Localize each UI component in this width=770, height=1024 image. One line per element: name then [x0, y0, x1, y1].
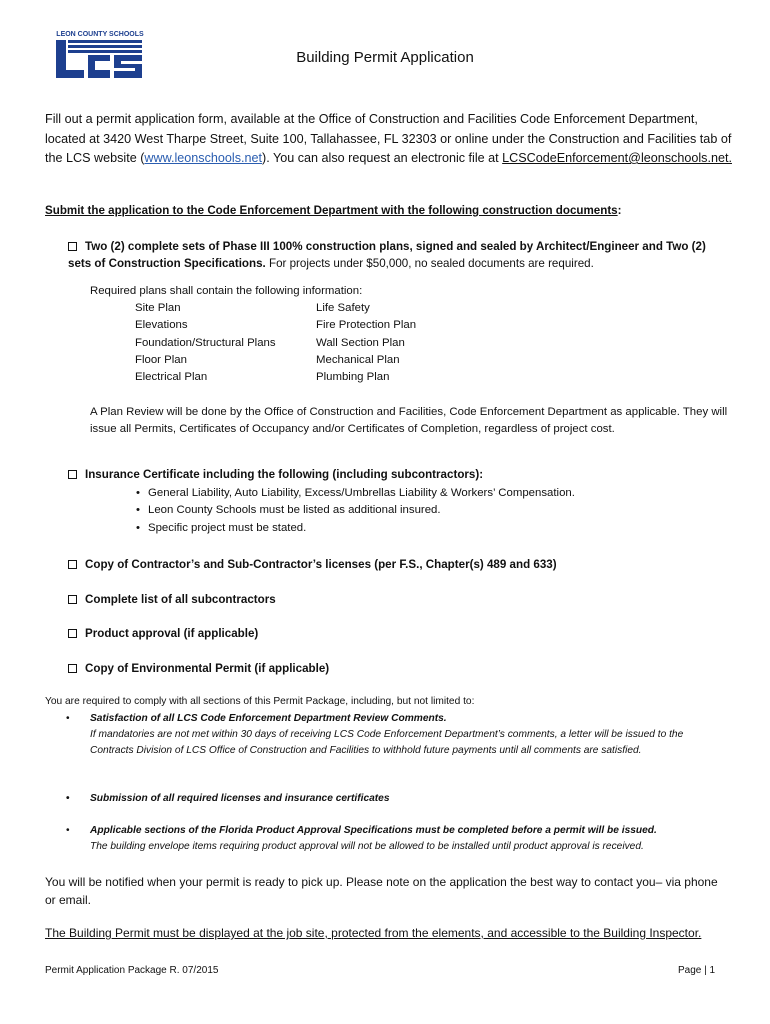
required-plans-list — [90, 300, 490, 390]
intro-text-2: ). You can also request an electronic file at — [262, 151, 503, 165]
required-plans-intro: Required plans shall contain the following information: — [90, 285, 363, 297]
checklist-item-product-approval: Product approval (if applicable) — [68, 625, 258, 642]
list-item: • Leon County Schools must be listed as additional insured. — [136, 502, 696, 519]
comply-item-licenses: • Submission of all required licenses and insurance certificates — [66, 793, 390, 804]
checklist-item-insurance: Insurance Certificate including the following (including subcontractors): — [68, 466, 483, 483]
comply-item-product-approval: • Applicable sections of the Florida Product Approval Specifications must be completed before a permit will be issued. The building envelope items requiring product approval will not be allowed to be installed until product approval is received. — [66, 825, 657, 852]
notify-paragraph: You will be notified when your permit is ready to pick up. Please note on the application the best way to contact you– via phone or email. — [45, 875, 718, 907]
footer-page-number: Page | 1 — [678, 965, 716, 976]
intro-text-1: Fill out a permit application form, available at the Office of Construction and Facilities Code Enforcement Department, located at 3420 West Tharpe Street, Suite 100, Tallahassee, FL 32303 or online under the Construction and Facilities tab of the LCS website ( — [45, 112, 732, 165]
plans-right-column: Life Safety Fire Protection Plan Wall Section Plan Mechanical Plan Plumbing Plan — [316, 302, 417, 384]
logo-org-name: LEON COUNTY SCHOOLS — [56, 31, 144, 38]
display-note: The Building Permit must be displayed at the job site, protected from the elements, and accessible to the Building Inspector. — [45, 926, 702, 940]
insurance-bullets — [136, 485, 696, 537]
email-link[interactable]: LCSCodeEnforcement@leonschools.net. — [502, 151, 732, 165]
website-link[interactable]: www.leonschools.net — [144, 151, 263, 165]
list-item: • General Liability, Auto Liability, Excess/Umbrellas Liability & Workers’ Compensation. — [136, 485, 696, 502]
checkbox-icon — [68, 629, 77, 638]
checkbox-icon — [68, 595, 77, 604]
comply-intro: You are required to comply with all sections of this Permit Package, including, but not limited to: — [45, 696, 475, 707]
plans-left-column: Site Plan Elevations Foundation/Structural Plans Floor Plan Electrical Plan — [135, 302, 276, 384]
submit-heading: Submit the application to the Code Enforcement Department with the following construction documents: — [45, 204, 622, 217]
checklist-item-environmental-permit: Copy of Environmental Permit (if applicable) — [68, 660, 329, 677]
comply-item-review-comments: • Satisfaction of all LCS Code Enforcement Department Review Comments. If mandatories are not met within 30 days of receiving LCS Code Enforcement Department’s comments, a letter will be issued to the Contracts Division of LCS Office of Construction and Facilities to withhold future payments until all comments are satisfied. — [66, 713, 684, 756]
page-title: Building Permit Application — [296, 49, 474, 66]
checklist-item-licenses: Copy of Contractor’s and Sub-Contractor’s licenses (per F.S., Chapter(s) 489 and 633) — [68, 556, 557, 573]
plan-review-note: A Plan Review will be done by the Office of Construction and Facilities, Code Enforcement Department as applicable. They will issue all Permits, Certificates of Occupancy and/or Certificates of Completion, regardless of project cost. — [90, 406, 728, 436]
checkbox-icon — [68, 664, 77, 673]
intro-paragraph — [45, 110, 735, 169]
list-item: • Specific project must be stated. — [136, 520, 696, 537]
checkbox-icon — [68, 470, 77, 479]
checkbox-icon — [68, 242, 77, 251]
checkbox-icon — [68, 560, 77, 569]
checklist-item-construction-plans: Two (2) complete sets of Phase III 100% construction plans, signed and sealed by Architect/Engineer and Two (2) sets of Construction Specifications. For projects under $50,000, no sealed documents are required. — [68, 240, 706, 270]
footer-revision: Permit Application Package R. 07/2015 — [45, 965, 219, 976]
checklist-item-subcontractors: Complete list of all subcontractors — [68, 591, 276, 608]
